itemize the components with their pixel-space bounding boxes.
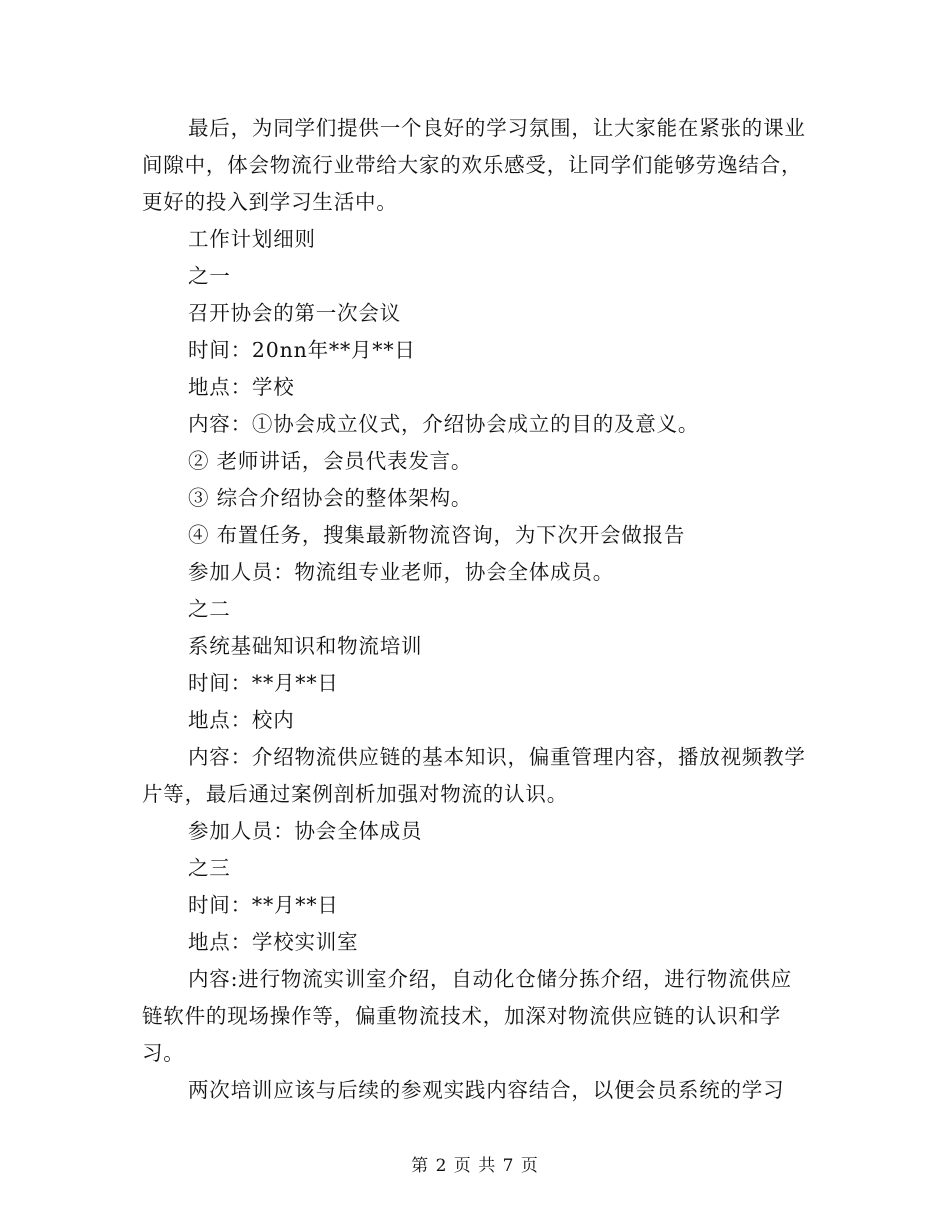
plan-item-two-heading: 之二 <box>188 597 231 621</box>
plan-item-two-location: 地点：校内 <box>188 708 295 732</box>
plan-item-three-content: 内容:进行物流实训室介绍，自动化仓储分拣介绍，进行物流供应链软件的现场操作等，偏重物流技术，加深对物流供应链的认识和学习。 <box>142 967 793 1065</box>
section-heading-work-plan: 工作计划细则 <box>188 227 316 251</box>
plan-item-two-participants: 参加人员：协会全体成员 <box>188 819 423 843</box>
plan-item-one-content-3: ③ 综合介绍协会的整体架构。 <box>188 486 473 510</box>
plan-item-one-content: 内容：①协会成立仪式，介绍协会成立的目的及意义。 <box>188 412 700 436</box>
document-body <box>142 110 810 1109</box>
plan-item-one-participants: 参加人员：物流组专业老师，协会全体成员。 <box>188 560 614 584</box>
page-number-footer: 第 2 页 共 7 页 <box>411 1156 539 1176</box>
plan-item-one-content-4: ④ 布置任务，搜集最新物流咨询，为下次开会做报告 <box>188 523 686 547</box>
plan-item-one-title: 召开协会的第一次会议 <box>188 301 401 325</box>
plan-item-two-time: 时间：**月**日 <box>188 671 339 695</box>
paragraph-closing-summary: 最后，为同学们提供一个良好的学习氛围，让大家能在紧张的课业间隙中，体会物流行业带给大家的欢乐感受，让同学们能够劳逸结合，更好的投入到学习生活中。 <box>142 116 806 214</box>
plan-item-one-time: 时间：20nn年**月**日 <box>188 338 416 362</box>
plan-item-one-heading: 之一 <box>188 264 231 288</box>
plan-item-two-title: 系统基础知识和物流培训 <box>188 634 423 658</box>
paragraph-training-note: 两次培训应该与后续的参观实践内容结合，以便会员系统的学习 <box>188 1078 785 1102</box>
plan-item-one-location: 地点：学校 <box>188 375 295 399</box>
plan-item-one-content-2: ② 老师讲话，会员代表发言。 <box>188 449 473 473</box>
plan-item-three-heading: 之三 <box>188 856 231 880</box>
plan-item-three-location: 地点：学校实训室 <box>188 930 359 954</box>
plan-item-two-content: 内容：介绍物流供应链的基本知识，偏重管理内容，播放视频教学片等，最后通过案例剖析加强对物流的认识。 <box>142 745 806 806</box>
plan-item-three-time: 时间：**月**日 <box>188 893 339 917</box>
